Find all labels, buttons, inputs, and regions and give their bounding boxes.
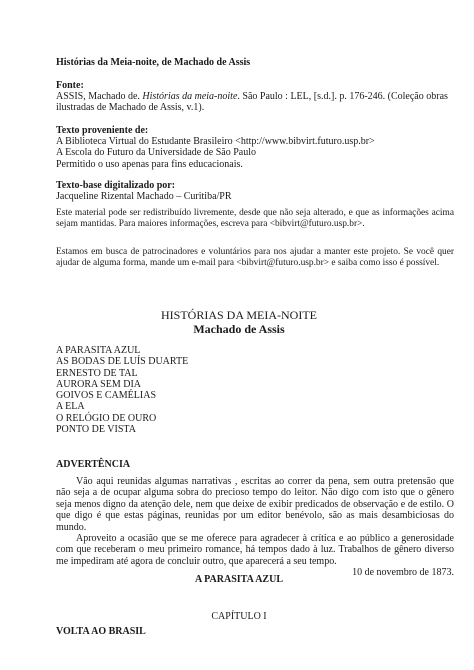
- advertencia-heading: ADVERTÊNCIA: [56, 459, 131, 470]
- digitalizado-label: Texto-base digitalizado por:: [56, 180, 176, 191]
- proveniente-label: Texto proveniente de:: [56, 125, 149, 136]
- chapter-number: CAPÍTULO I: [211, 611, 267, 622]
- contents-item: AURORA SEM DIA: [56, 378, 142, 390]
- contents-list: [56, 345, 454, 435]
- contents-item: ERNESTO DE TAL: [56, 367, 138, 379]
- header-title: Histórias da Meia-noite, de Machado de Assis: [56, 57, 251, 68]
- digitalizado-line: Jacqueline Rizental Machado – Curitiba/PR: [56, 191, 232, 203]
- advertencia-paragraph: Vão aqui reunidas algumas narrativas , escritas ao correr da pena, sem outra pretensão que não seja a de ocupar alguma sobra do precioso tempo do leitor. Não digo com isto que o gênero seja menos digno da atenção dele, nem que deixe de exibir predicados de observação e de estilo. O que digo é que estas páginas, reunidas por um editor benévolo, são as mais desambiciosas do mundo.: [56, 476, 454, 533]
- book-title: HISTÓRIAS DA MEIA-NOITE: [161, 308, 317, 322]
- contents-item: A PARASITA AZUL: [56, 345, 141, 356]
- proveniente-line: Permitido o uso apenas para fins educacionais.: [56, 158, 243, 170]
- contents-item: O RELÓGIO DE OURO: [56, 412, 157, 424]
- proveniente-line: A Biblioteca Virtual do Estudante Brasileiro <http://www.bibvirt.futuro.usp.br>: [56, 136, 375, 148]
- contents-item: GOIVOS E CAMÉLIAS: [56, 390, 156, 402]
- contents-item: A ELA: [56, 401, 85, 413]
- fonte-author: ASSIS, Machado de.: [56, 91, 143, 103]
- notice-redistribution: Este material pode ser redistribuído livremente, desde que não seja alterado, e que as informações acima sejam mantidas. Para maiores informações, escreva para <bibvirt@futuro.usp.br>.: [56, 208, 454, 230]
- proveniente-section: [56, 125, 454, 170]
- fonte-label: Fonte:: [56, 80, 84, 91]
- contents-item: PONTO DE VISTA: [56, 424, 136, 436]
- chapter-title: VOLTA AO BRASIL: [56, 626, 146, 637]
- story-title: A PARASITA AZUL: [195, 574, 283, 585]
- digitalizado-section: [56, 180, 454, 202]
- notice-sponsors: Estamos em busca de patrocinadores e voluntários para nos ajudar a manter este projeto. Se você quer ajudar de alguma forma, mande um e-mail para <bibvirt@futuro.usp.br> e saiba como isso é possível.: [56, 247, 454, 269]
- proveniente-line: A Escola do Futuro da Universidade de São Paulo: [56, 147, 256, 159]
- advertencia-body: [56, 476, 454, 579]
- advertencia-date: 10 de novembro de 1873.: [352, 567, 454, 579]
- fonte-citation: [56, 91, 454, 113]
- fonte-rest: . São Paulo : LEL, [s.d.]. p. 176-246. (Coleção obras ilustradas de Machado de Assis, v.1).: [56, 91, 448, 114]
- contents-item: AS BODAS DE LUÍS DUARTE: [56, 356, 189, 368]
- fonte-section: [56, 80, 454, 114]
- book-author: Machado de Assis: [193, 322, 285, 336]
- advertencia-paragraph: Aproveito a ocasião que se me oferece para agradecer à crítica e ao público a generosidade com que receberam o meu primeiro romance, há tempos dado à luz. Trabalhos de gênero diverso me impediram até agora de concluir outro, que aparecerá a seu tempo.: [56, 533, 454, 567]
- fonte-title: Histórias da meia-noite: [142, 91, 238, 103]
